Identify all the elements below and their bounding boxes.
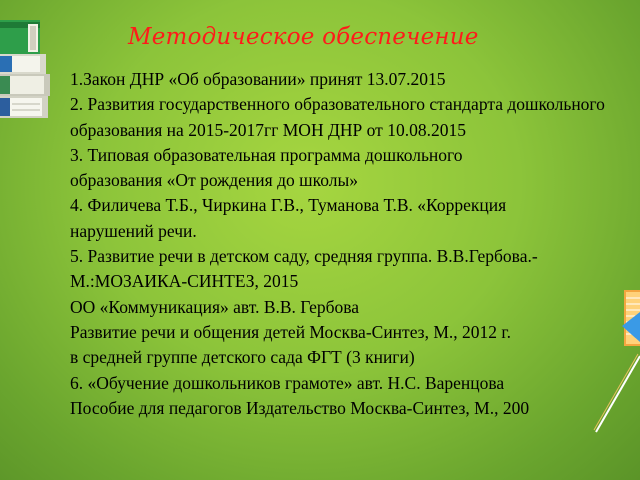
list-line: 5. Развитие речи в детском саду, средняя группа. В.В.Гербова.- <box>70 246 538 267</box>
pencil-and-ruler-icon <box>590 282 640 442</box>
list-line: 4. Филичева Т.Б., Чиркина Г.В., Туманова Т.В. «Коррекция <box>70 195 507 216</box>
list-line: 2. Развития государственного образовательного стандарта дошкольного <box>70 94 605 115</box>
list-line: в средней группе детского сада ФГТ (3 книги) <box>70 347 415 368</box>
list-line: Пособие для педагогов Издательство Москва-Синтез, М., 200 <box>70 397 530 418</box>
list-line: образования «От рождения до школы» <box>70 170 358 191</box>
reference-list <box>70 67 640 421</box>
slide-title: Методическое обеспечение <box>128 24 479 50</box>
list-line: 1.Закон ДНР «Об образовании» принят 13.07.2015 <box>70 69 446 89</box>
list-line: образования на 2015-2017гг МОН ДНР от 10.08.2015 <box>70 119 466 140</box>
stack-of-books-icon <box>0 0 62 130</box>
list-line: ОО «Коммуникация» авт. В.В. Гербова <box>70 296 360 317</box>
list-line: нарушений речи. <box>70 220 197 241</box>
list-line: М.:МОЗАИКА-СИНТЕЗ, 2015 <box>70 271 299 292</box>
list-line: Развитие речи и общения детей Москва-Синтез, М., 2012 г. <box>70 321 511 342</box>
list-line: 3. Типовая образовательная программа дошкольного <box>70 144 463 165</box>
list-line: 6. «Обучение дошкольников грамоте» авт. Н.С. Варенцова <box>70 372 505 393</box>
